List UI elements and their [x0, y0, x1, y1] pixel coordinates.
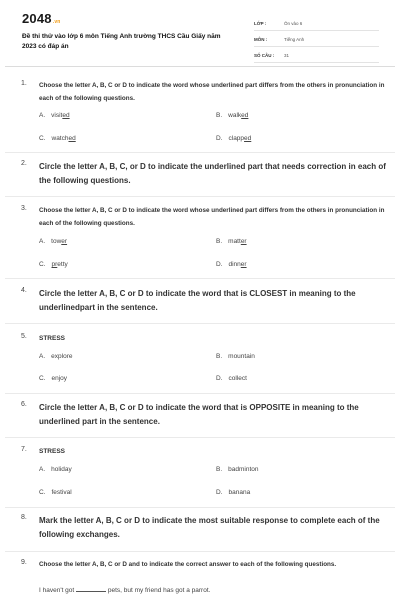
option-letter: B.: [216, 112, 223, 119]
question-number: 7.: [21, 446, 27, 453]
option-d[interactable]: [216, 489, 250, 496]
divider: [5, 437, 395, 438]
option-text: visit: [51, 112, 63, 119]
option-letter: D.: [216, 489, 223, 496]
meta-mon-value: Tiếng Anh: [284, 36, 305, 42]
question-number: 5.: [21, 333, 27, 340]
question-text: Mark the letter A, B, C or D to indicate the most suitable response to complete each of the following exchanges.: [39, 516, 380, 539]
option-a[interactable]: [39, 112, 70, 119]
option-c[interactable]: [39, 135, 76, 142]
sentence-start: I haven't got: [39, 587, 75, 594]
option-text: collect: [228, 375, 247, 382]
option-d[interactable]: [216, 375, 247, 382]
meta-mon-label: MÔN :: [254, 36, 268, 42]
option-c[interactable]: [39, 375, 67, 382]
option-a[interactable]: [39, 466, 72, 473]
question-number: 6.: [21, 401, 27, 408]
underlined-part: er: [61, 238, 68, 245]
question-text: Choose the letter A, B, C or D and to indicate the correct answer to each of the following questions.: [39, 561, 337, 568]
divider: [5, 152, 395, 153]
divider: [5, 551, 395, 552]
question-text: Choose the letter A, B, C or D to indicate the word whose underlined part differs from the others in pronunciation in each of the following questions.: [39, 207, 385, 227]
underlined-part: er: [240, 261, 247, 268]
question-text: Choose the letter A, B, C or D to indicate the word whose underlined part differs from the others in pronunciation in each of the following questions.: [39, 82, 385, 102]
option-letter: D.: [216, 135, 223, 142]
option-b[interactable]: [216, 466, 259, 473]
option-d[interactable]: [216, 135, 251, 142]
meta-lop-value: Ôn vào 6: [284, 20, 303, 26]
divider: [5, 196, 395, 197]
divider: [5, 278, 395, 279]
divider: [5, 507, 395, 508]
option-text: mountain: [228, 353, 255, 360]
option-text: holiday: [51, 466, 72, 473]
underlined-part: pr: [51, 261, 58, 268]
exam-page: [5, 0, 395, 600]
option-letter: D.: [216, 375, 223, 382]
meta-row-lop: [254, 16, 379, 31]
option-text: watch: [51, 135, 69, 142]
option-c[interactable]: [39, 489, 72, 496]
option-text: matt: [228, 238, 241, 245]
divider: [5, 323, 395, 324]
option-letter: C.: [39, 261, 46, 268]
meta-row-mon: [254, 32, 379, 47]
option-letter: B.: [216, 466, 223, 473]
meta-socau-value: 31: [284, 52, 290, 58]
meta-row-socau: [254, 48, 379, 63]
option-letter: D.: [216, 261, 223, 268]
option-text: walk: [228, 112, 242, 119]
option-text: banana: [228, 489, 251, 496]
option-text: dinn: [228, 261, 241, 268]
underlined-part: er: [240, 238, 247, 245]
underlined-part: ed: [244, 135, 252, 142]
divider: [5, 393, 395, 394]
option-letter: A.: [39, 466, 46, 473]
question-number: 1.: [21, 80, 27, 87]
site-logo[interactable]: [22, 11, 61, 26]
question-text: Circle the letter A, B, C, or D to indicate the underlined part that needs correction in each of the following questions.: [39, 162, 386, 185]
option-c[interactable]: [39, 261, 68, 268]
option-d[interactable]: [216, 261, 247, 268]
question-text: Circle the letter A, B, C or D to indicate the word that is CLOSEST in meaning to the underlinedpart in the sentence.: [39, 289, 356, 312]
logo-sub: .vn: [52, 19, 61, 25]
option-text: clapp: [228, 135, 245, 142]
option-text: enjoy: [51, 375, 68, 382]
option-a[interactable]: [39, 238, 67, 245]
option-text: etty: [57, 261, 68, 268]
option-b[interactable]: [216, 112, 248, 119]
page-title: Đề thi thử vào lớp 6 môn Tiếng Anh trường THCS Cầu Giấy năm 2023 có đáp án: [22, 33, 221, 50]
underlined-part: ed: [62, 112, 70, 119]
meta-socau-label: SỐ CÂU :: [254, 52, 275, 58]
question-number: 9.: [21, 559, 27, 566]
option-text: explore: [51, 353, 73, 360]
question-text: STRESS: [39, 448, 66, 455]
exam-meta: [254, 16, 379, 64]
option-b[interactable]: [216, 238, 247, 245]
option-text: tow: [51, 238, 62, 245]
option-letter: B.: [216, 238, 223, 245]
question-text: STRESS: [39, 335, 66, 342]
header: [5, 0, 395, 67]
option-text: festival: [51, 489, 72, 496]
answer-blank[interactable]: [76, 585, 106, 592]
option-letter: A.: [39, 353, 46, 360]
question-number: 4.: [21, 287, 27, 294]
option-letter: B.: [216, 353, 223, 360]
question-number: 3.: [21, 205, 27, 212]
option-letter: C.: [39, 489, 46, 496]
option-b[interactable]: [216, 353, 255, 360]
logo-main: 2048: [22, 11, 52, 26]
underlined-part: ed: [68, 135, 76, 142]
option-letter: A.: [39, 238, 46, 245]
question-text: Circle the letter A, B, C or D to indicate the word that is OPPOSITE in meaning to the underlined part in the sentence.: [39, 403, 359, 426]
question-number: 2.: [21, 160, 27, 167]
option-letter: C.: [39, 375, 46, 382]
sentence-end: pets, but my friend has got a parrot.: [107, 587, 211, 594]
question-number: 8.: [21, 514, 27, 521]
option-letter: A.: [39, 112, 46, 119]
option-text: badminton: [228, 466, 259, 473]
meta-lop-label: LỚP :: [254, 20, 267, 26]
question-sentence: [39, 585, 210, 594]
option-letter: C.: [39, 135, 46, 142]
underlined-part: ed: [241, 112, 249, 119]
option-a[interactable]: [39, 353, 72, 360]
